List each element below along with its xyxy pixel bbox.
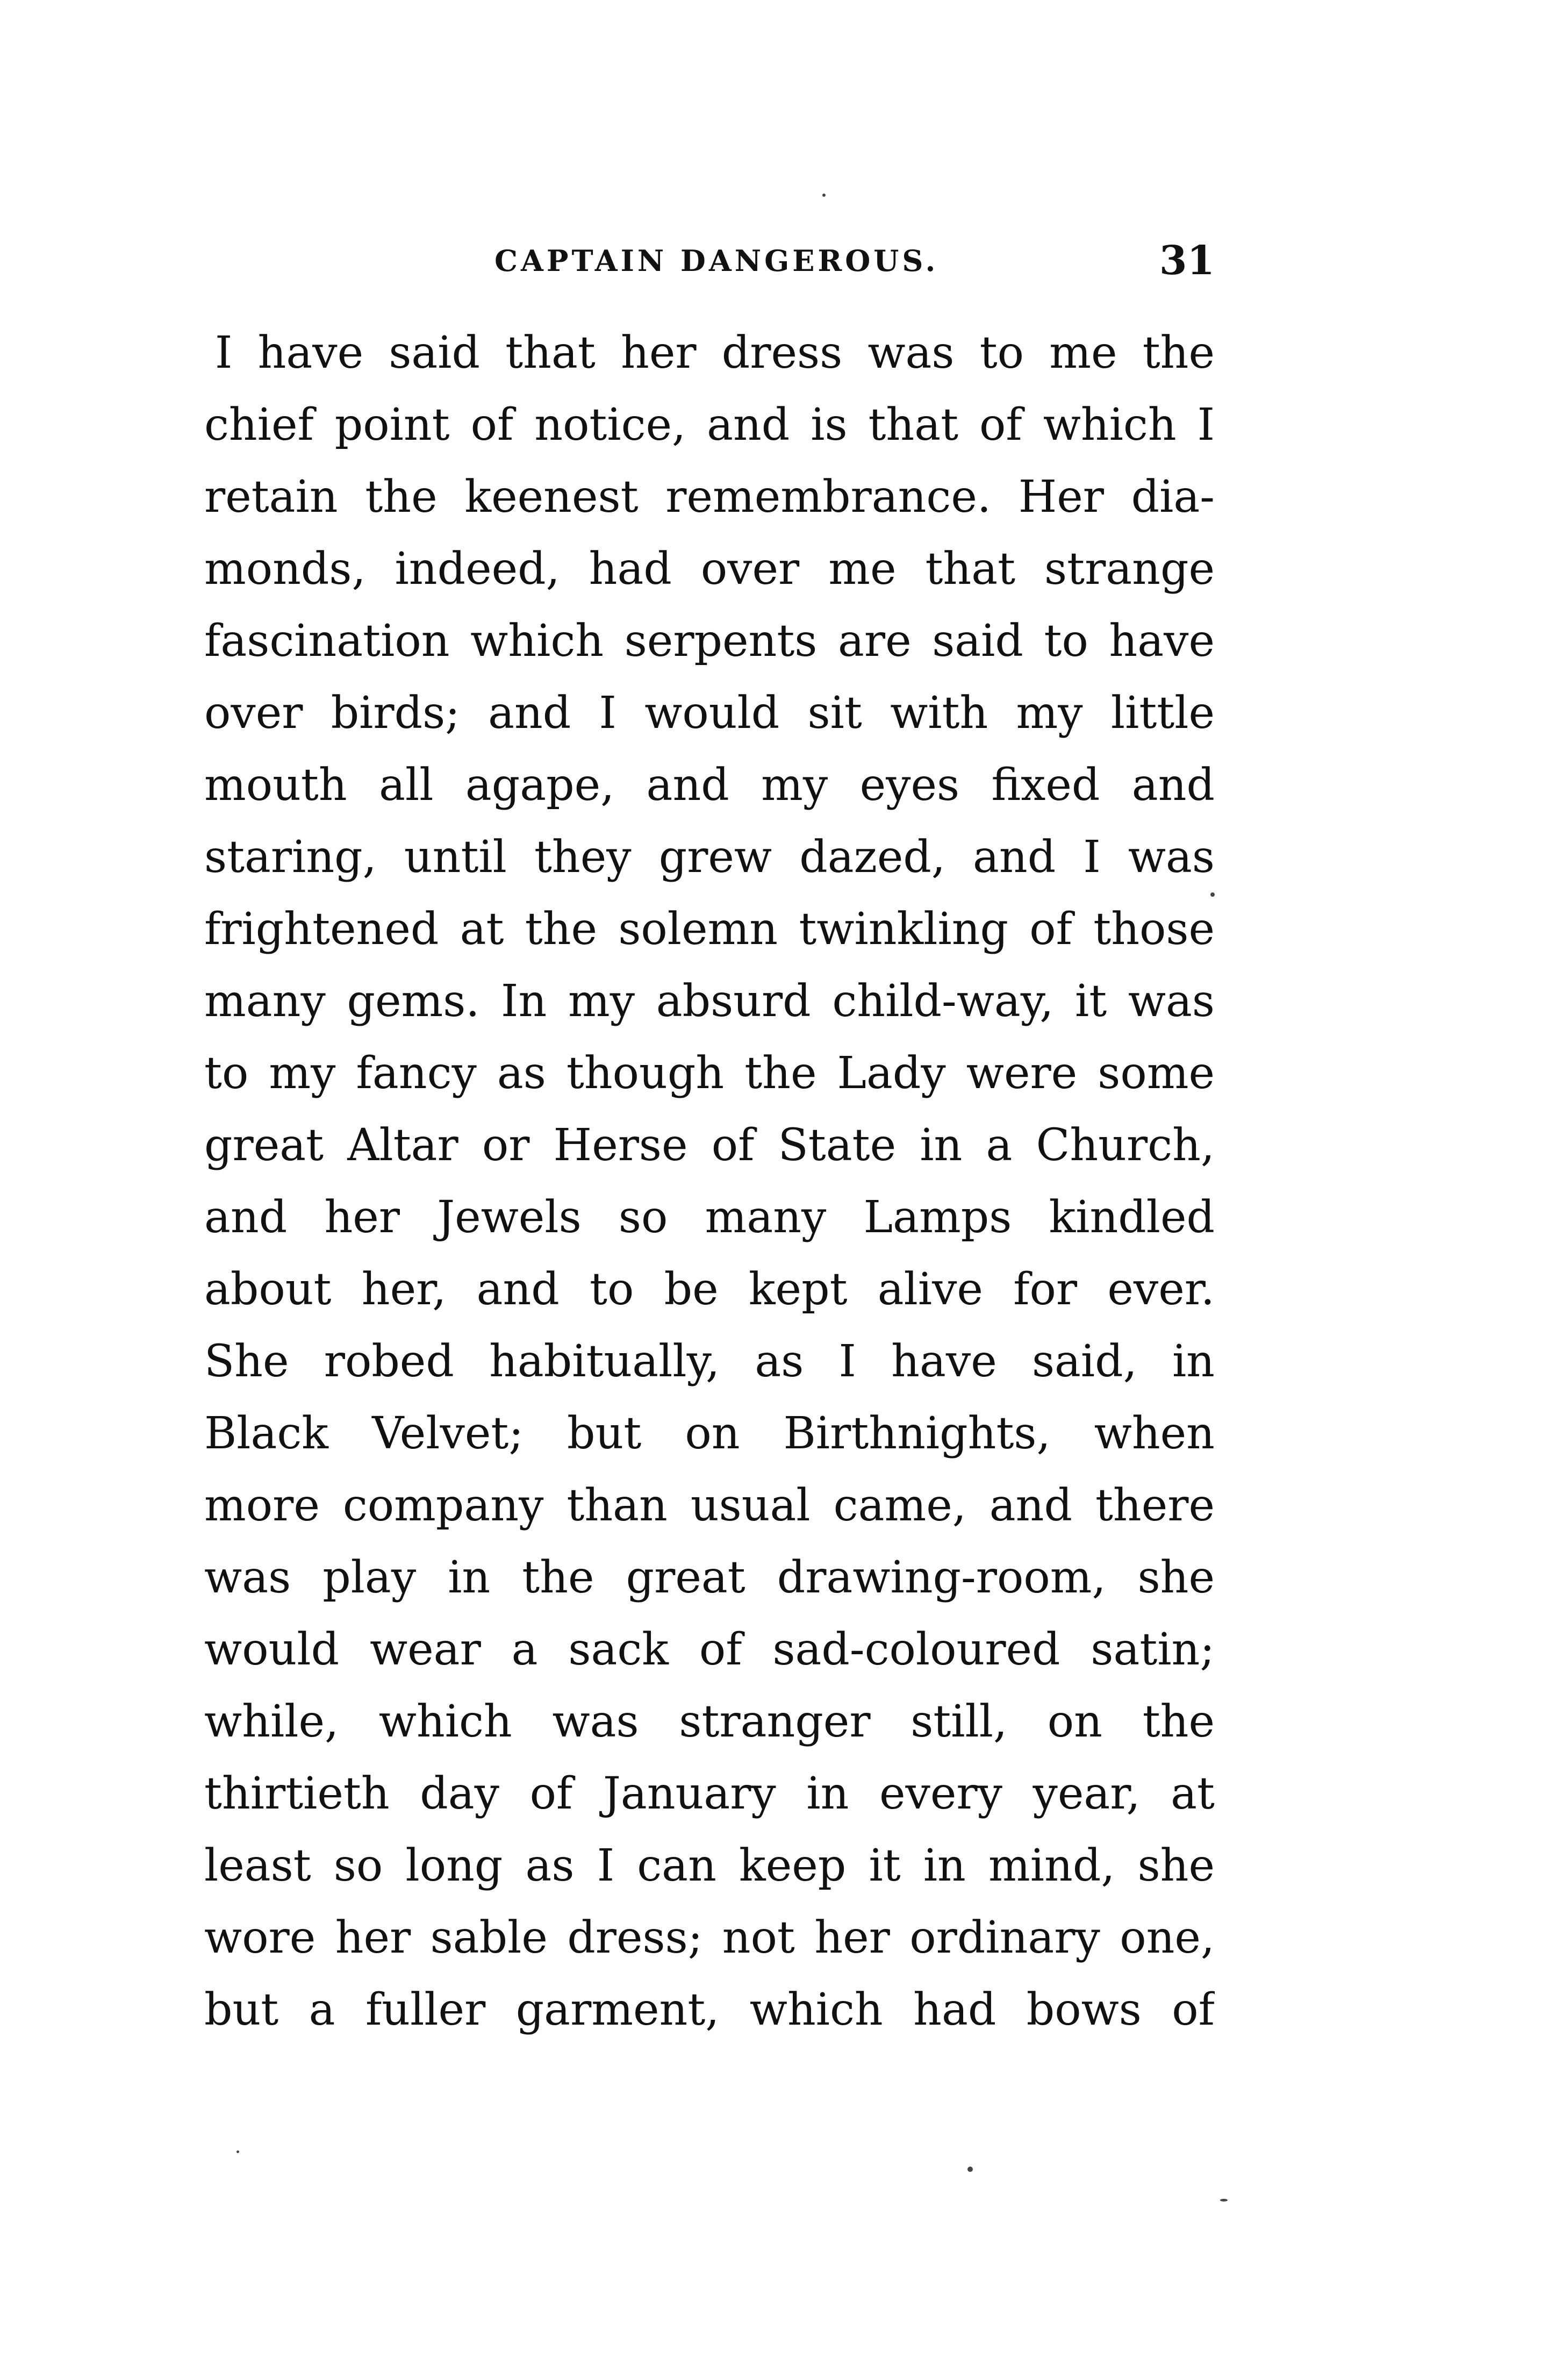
text-line-19: would wear a sack of sad-coloured satin; bbox=[204, 1624, 1215, 1675]
text-line-5: fascination which serpents are said to have bbox=[204, 616, 1215, 667]
text-line-3: retain the keenest remembrance. Her dia- bbox=[204, 471, 1215, 523]
text-line-22: least so long as I can keep it in mind, she bbox=[204, 1840, 1215, 1891]
text-line-7: mouth all agape, and my eyes fixed and bbox=[204, 760, 1215, 811]
print-speck bbox=[822, 194, 826, 197]
text-line-2: chief point of notice, and is that of which I bbox=[204, 399, 1215, 451]
text-line-10: many gems. In my absurd child-way, it was bbox=[204, 976, 1215, 1027]
text-line-14: about her, and to be kept alive for ever. bbox=[204, 1264, 1215, 1315]
body-text bbox=[204, 317, 1215, 2046]
text-line-4: monds, indeed, had over me that strange bbox=[204, 544, 1215, 595]
text-line-11: to my fancy as though the Lady were some bbox=[204, 1048, 1215, 1099]
text-line-18: was play in the great drawing-room, she bbox=[204, 1552, 1215, 1603]
text-line-16: Black Velvet; but on Birthnights, when bbox=[204, 1408, 1215, 1459]
text-line-9: frightened at the solemn twinkling of those bbox=[204, 904, 1215, 955]
running-title: CAPTAIN DANGEROUS. bbox=[494, 244, 939, 278]
text-line-13: and her Jewels so many Lamps kindled bbox=[204, 1192, 1215, 1243]
page-number: 31 bbox=[1159, 238, 1215, 284]
text-line-1: I have said that her dress was to me the bbox=[215, 327, 1215, 378]
text-line-8: staring, until they grew dazed, and I was bbox=[204, 832, 1215, 883]
text-line-24: but a fuller garment, which had bows of bbox=[204, 1984, 1215, 2035]
text-line-23: wore her sable dress; not her ordinary one, bbox=[204, 1912, 1215, 1963]
text-line-6: over birds; and I would sit with my little bbox=[204, 688, 1215, 739]
print-speck bbox=[236, 2150, 239, 2153]
print-speck bbox=[967, 2167, 973, 2172]
text-line-17: more company than usual came, and there bbox=[204, 1480, 1215, 1531]
text-line-21: thirtieth day of January in every year, at bbox=[204, 1768, 1215, 1819]
text-line-15: She robed habitually, as I have said, in bbox=[204, 1336, 1215, 1387]
text-line-20: while, which was stranger still, on the bbox=[204, 1696, 1215, 1747]
text-line-12: great Altar or Herse of State in a Church, bbox=[204, 1120, 1215, 1171]
running-header bbox=[204, 237, 1215, 285]
print-speck bbox=[1220, 2199, 1228, 2202]
print-speck bbox=[1210, 892, 1215, 897]
